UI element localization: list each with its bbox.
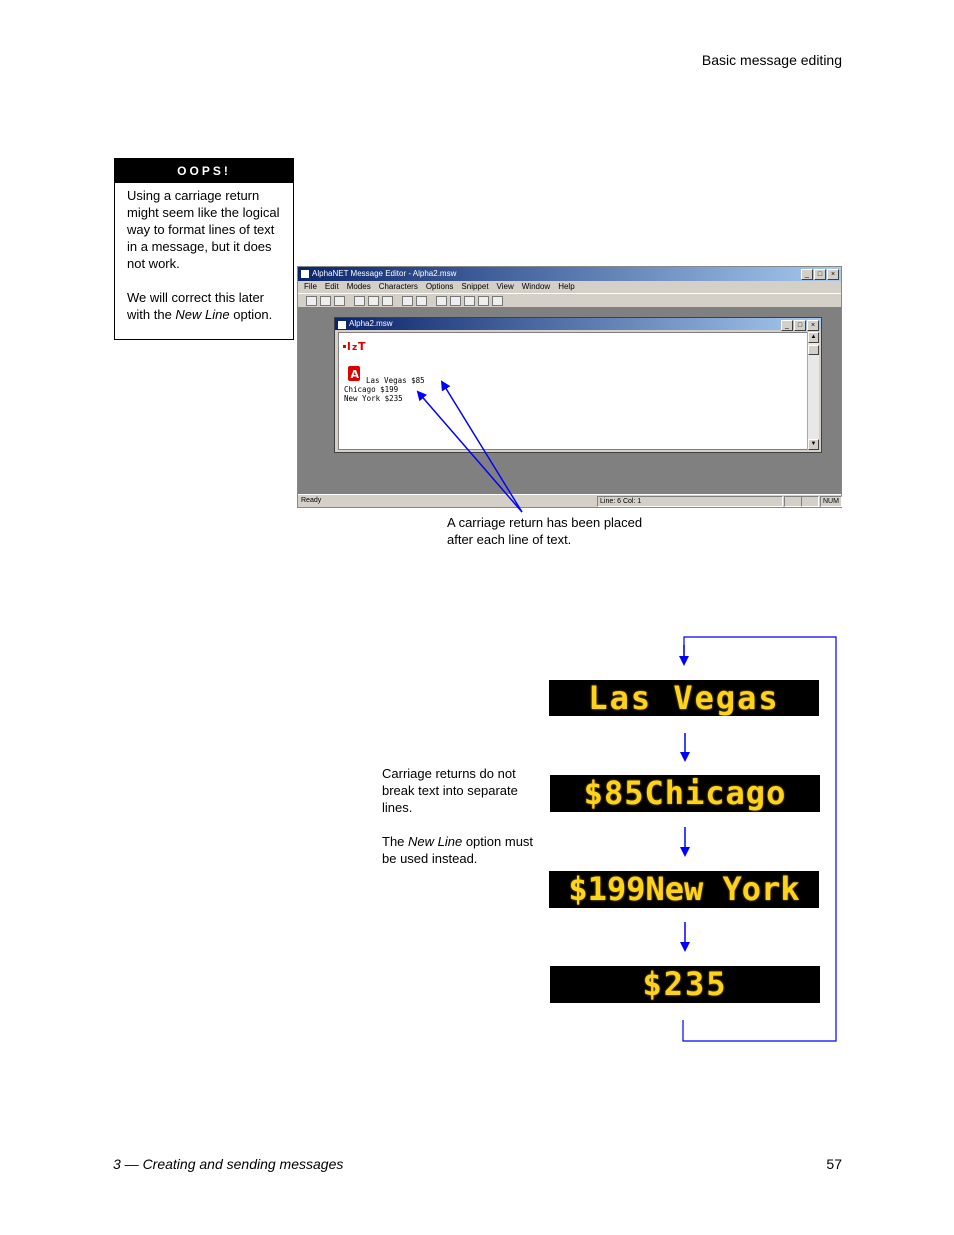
sign-result-caption xyxy=(382,765,542,884)
app-title: AlphaNET Message Editor - Alpha2.msw xyxy=(312,269,457,278)
page-number: 57 xyxy=(826,1156,842,1172)
callout-arrow-line-2 xyxy=(418,392,522,512)
oops-para-2-tail: option. xyxy=(229,307,273,322)
caption-para-2-tail: option must be used instead. xyxy=(382,834,534,866)
document-close-icon[interactable]: × xyxy=(807,320,819,331)
oops-para-1: Using a carriage return might seem like the logical way to format lines of text in a message, but it does not work. xyxy=(127,188,280,271)
message-line-1: Las Vegas $85 xyxy=(366,376,425,385)
message-line-3: New York $235 xyxy=(344,394,403,403)
minimize-icon[interactable]: _ xyxy=(801,269,813,280)
message-line-2: Chicago $199 xyxy=(344,385,399,394)
led-frame-2: $85Chicago xyxy=(550,775,820,812)
status-position: Line: 6 Col: 1 xyxy=(597,496,783,507)
callout-arrow-line-1 xyxy=(442,382,522,512)
document-minimize-icon[interactable]: _ xyxy=(781,320,793,331)
led-frame-3: $199New York xyxy=(549,871,819,908)
document-title: Alpha2.msw xyxy=(349,319,393,328)
caption-para-2-text: The xyxy=(382,834,409,849)
footer-chapter: 3 — Creating and sending messages xyxy=(113,1156,344,1172)
menu-options[interactable]: Options xyxy=(425,282,454,291)
led-frame-1: Las Vegas xyxy=(549,680,819,716)
menu-window[interactable]: Window xyxy=(521,282,551,291)
menu-edit[interactable]: Edit xyxy=(324,282,339,291)
oops-title: OOPS! xyxy=(115,159,293,183)
menu-snippet[interactable]: Snippet xyxy=(461,282,489,291)
carriage-return-caption xyxy=(447,514,642,548)
oops-para-2-text: We will correct this later with the xyxy=(127,290,265,322)
menu-modes[interactable]: Modes xyxy=(346,282,371,291)
status-ready: Ready xyxy=(301,497,322,504)
maximize-icon[interactable]: □ xyxy=(814,269,826,280)
led-frame-4: $235 xyxy=(550,966,820,1003)
menu-file[interactable]: File xyxy=(304,282,317,291)
svg-text:T: T xyxy=(358,340,366,353)
menu-view[interactable]: View xyxy=(496,282,514,291)
oops-para-2-emphasis: New Line xyxy=(175,307,230,322)
caption-para-2-emphasis: New Line xyxy=(408,834,463,849)
caption-para-2 xyxy=(382,833,542,867)
running-header: Basic message editing xyxy=(701,52,842,68)
caption-line-1: A carriage return has been placed xyxy=(447,515,643,530)
close-icon[interactable]: × xyxy=(827,269,839,280)
svg-text:A: A xyxy=(350,368,360,381)
svg-text:l: l xyxy=(347,340,351,353)
caption-para-1: Carriage returns do not break text into separate lines. xyxy=(382,766,518,815)
scroll-down-icon[interactable]: ▼ xyxy=(808,439,819,450)
menu-characters[interactable]: Characters xyxy=(378,282,418,291)
document-maximize-icon[interactable]: □ xyxy=(794,320,806,331)
svg-text:z: z xyxy=(352,343,358,353)
scroll-up-icon[interactable]: ▲ xyxy=(808,332,819,343)
menu-help[interactable]: Help xyxy=(558,282,575,291)
caption-line-2: after each line of text. xyxy=(447,532,572,547)
status-num: NUM xyxy=(820,496,842,507)
